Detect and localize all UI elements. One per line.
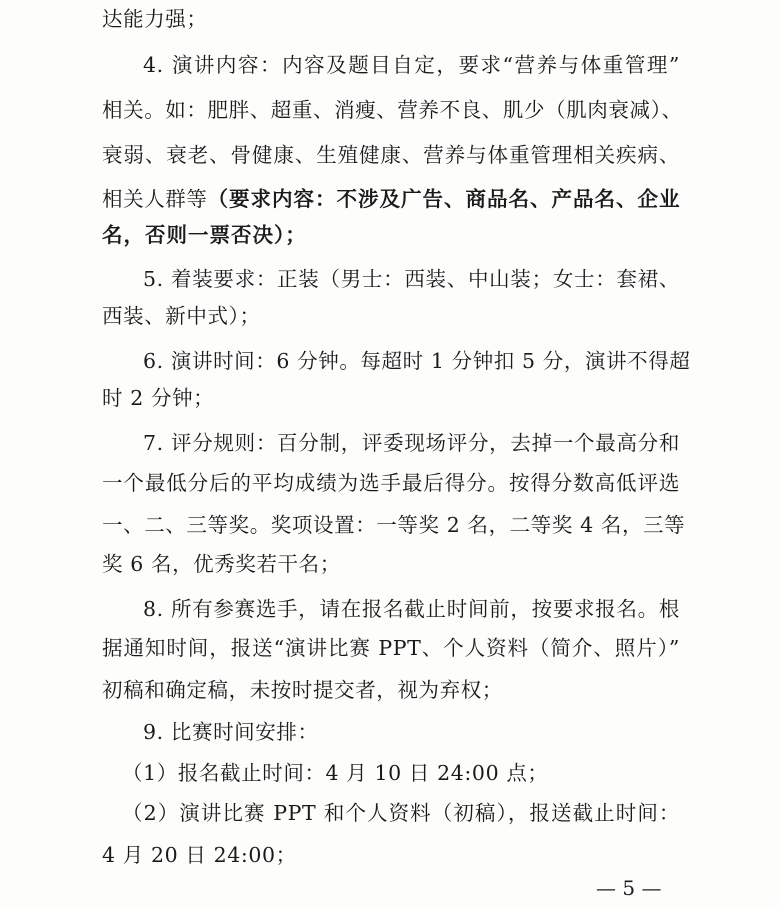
item-7-line-4: 奖 6 名，优秀奖若干名；: [102, 552, 341, 576]
item-6-line-2: 时 2 分钟；: [102, 386, 215, 410]
item-5-line-1: 5. 着装要求：正装（男士：西装、中山装；女士：套裙、: [143, 267, 680, 291]
item-9-sub-2-line-2: 4 月 20 日 24:00；: [102, 843, 297, 867]
item-7-line-1: 7. 评分规则：百分制，评委现场评分，去掉一个最高分和: [143, 431, 680, 455]
item-8-line-2: 据通知时间，报送“演讲比赛 PPT、个人资料（简介、照片）”: [102, 636, 680, 660]
text-line-1: 达能力强；: [102, 7, 208, 31]
page-number: — 5 —: [596, 876, 662, 900]
item-9-heading: 9. 比赛时间安排：: [143, 720, 319, 744]
item-8-line-1: 8. 所有参赛选手，请在报名截止时间前，按要求报名。根: [143, 597, 680, 621]
item-4-line-5: 名，否则一票否决）；: [102, 223, 307, 247]
item-4-line-1: 4. 演讲内容：内容及题目自定，要求“营养与体重管理”: [143, 53, 680, 77]
item-4-requirement-bold: （要求内容：不涉及广告、商品名、产品名、企业: [207, 187, 681, 211]
item-4-line-3: 衰弱、衰老、骨健康、生殖健康、营养与体重管理相关疾病、: [102, 143, 680, 167]
item-6-line-1: 6. 演讲时间：6 分钟。每超时 1 分钟扣 5 分，演讲不得超: [143, 349, 691, 373]
item-9-sub-1: （1）报名截止时间：4 月 10 日 24:00 点；: [122, 761, 549, 785]
item-4-line-4: [102, 186, 680, 212]
item-8-line-3: 初稿和确定稿，未按时提交者，视为弃权；: [102, 678, 503, 702]
item-5-line-2: 西装、新中式）；: [102, 304, 261, 328]
item-7-line-2: 一个最低分后的平均成绩为选手最后得分。按得分数高低评选: [102, 471, 680, 495]
item-7-line-3: 一、二、三等奖。奖项设置：一等奖 2 名，二等奖 4 名，三等: [102, 513, 686, 537]
item-4-text: 相关人群等: [102, 187, 208, 211]
item-9-sub-2-line-1: （2）演讲比赛 PPT 和个人资料（初稿），报送截止时间：: [122, 801, 680, 825]
item-4-line-2: 相关。如：肥胖、超重、消瘦、营养不良、肌少（肌肉衰减）、: [102, 98, 683, 122]
